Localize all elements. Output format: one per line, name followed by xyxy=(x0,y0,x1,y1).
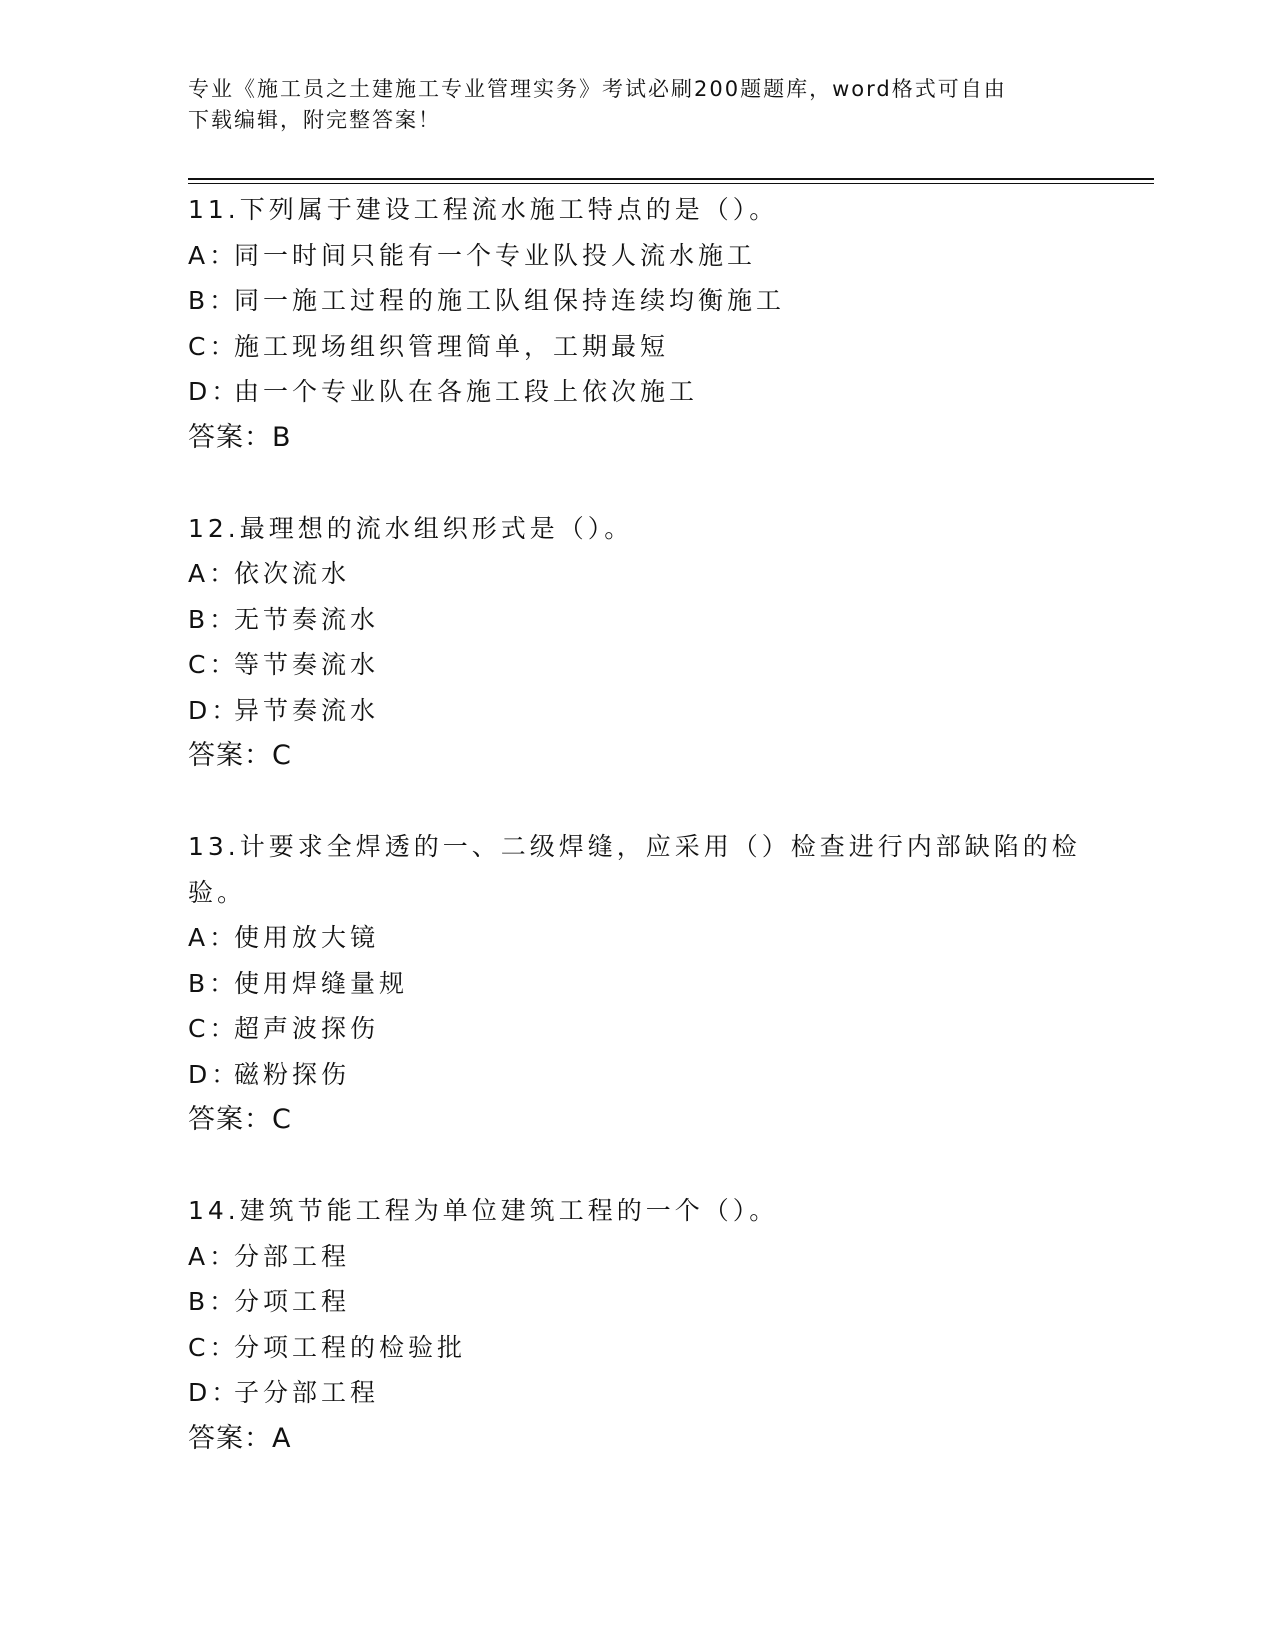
option-a xyxy=(188,1234,1088,1280)
option-c xyxy=(188,642,1088,688)
option-text: 使用焊缝量规 xyxy=(234,968,409,998)
option-text: 无节奏流水 xyxy=(234,604,380,634)
question-list xyxy=(188,187,1088,1507)
option-text: 施工现场组织管理简单，工期最短 xyxy=(234,331,670,361)
option-key: C： xyxy=(188,650,239,679)
question-title: 11.下列属于建设工程流水施工特点的是（）。 xyxy=(188,195,779,224)
option-text: 使用放大镜 xyxy=(234,923,380,952)
header-divider-thin xyxy=(188,183,1154,184)
option-d xyxy=(188,369,1088,415)
option-text: 分部工程 xyxy=(234,1241,351,1271)
document-header xyxy=(188,74,1068,136)
option-key: D： xyxy=(188,695,241,725)
option-key: A： xyxy=(188,240,239,270)
option-c xyxy=(188,324,1088,370)
question-item xyxy=(188,824,1088,1142)
option-text: 由一个专业队在各施工段上依次施工 xyxy=(234,377,699,406)
option-key: A： xyxy=(188,923,239,952)
header-line-1: 专业《施工员之土建施工专业管理实务》考试必刷200题题库，word格式可自由 xyxy=(188,77,1007,101)
option-text: 同一施工过程的施工队组保持连续均衡施工 xyxy=(234,286,786,315)
option-c xyxy=(188,1325,1088,1371)
answer-line: 答案：B xyxy=(188,421,292,453)
option-d xyxy=(188,688,1088,734)
question-item xyxy=(188,506,1088,779)
option-text: 超声波探伤 xyxy=(234,1014,380,1043)
option-key: B： xyxy=(188,286,239,315)
option-text: 子分部工程 xyxy=(234,1378,380,1407)
option-text: 磁粉探伤 xyxy=(234,1059,351,1089)
option-key: C： xyxy=(188,331,239,361)
option-key: B： xyxy=(188,1287,239,1316)
option-a xyxy=(188,915,1088,961)
option-key: C： xyxy=(188,1014,239,1043)
option-b xyxy=(188,1279,1088,1325)
question-title: 13.计要求全焊透的一、二级焊缝，应采用（）检查进行内部缺陷的检验。 xyxy=(188,832,1081,907)
option-a xyxy=(188,551,1088,597)
option-b xyxy=(188,961,1088,1007)
question-item xyxy=(188,1188,1088,1461)
option-text: 分项工程的检验批 xyxy=(234,1332,467,1362)
answer-line: 答案：A xyxy=(188,1422,292,1454)
option-text: 分项工程 xyxy=(234,1287,351,1316)
question-title: 12.最理想的流水组织形式是（）。 xyxy=(188,513,634,543)
option-key: A： xyxy=(188,1241,239,1271)
option-text: 异节奏流水 xyxy=(234,695,380,725)
option-key: C： xyxy=(188,1332,239,1362)
option-text: 等节奏流水 xyxy=(234,650,380,679)
option-key: D： xyxy=(188,377,241,406)
option-text: 依次流水 xyxy=(234,559,351,588)
header-line-2: 下载编辑，附完整答案！ xyxy=(188,108,441,132)
question-title: 14.建筑节能工程为单位建筑工程的一个（）。 xyxy=(188,1196,779,1225)
option-d xyxy=(188,1370,1088,1416)
option-key: A： xyxy=(188,559,239,588)
option-b xyxy=(188,597,1088,643)
option-key: B： xyxy=(188,604,239,634)
option-b xyxy=(188,278,1088,324)
option-text: 同一时间只能有一个专业队投人流水施工 xyxy=(234,240,757,270)
option-key: D： xyxy=(188,1059,241,1089)
option-key: D： xyxy=(188,1378,241,1407)
option-key: B： xyxy=(188,968,239,998)
question-item xyxy=(188,187,1088,460)
option-c xyxy=(188,1006,1088,1052)
answer-line: 答案：C xyxy=(188,740,292,771)
header-divider-thick xyxy=(188,178,1154,180)
option-a xyxy=(188,233,1088,279)
option-d xyxy=(188,1052,1088,1098)
answer-line: 答案：C xyxy=(188,1104,292,1135)
